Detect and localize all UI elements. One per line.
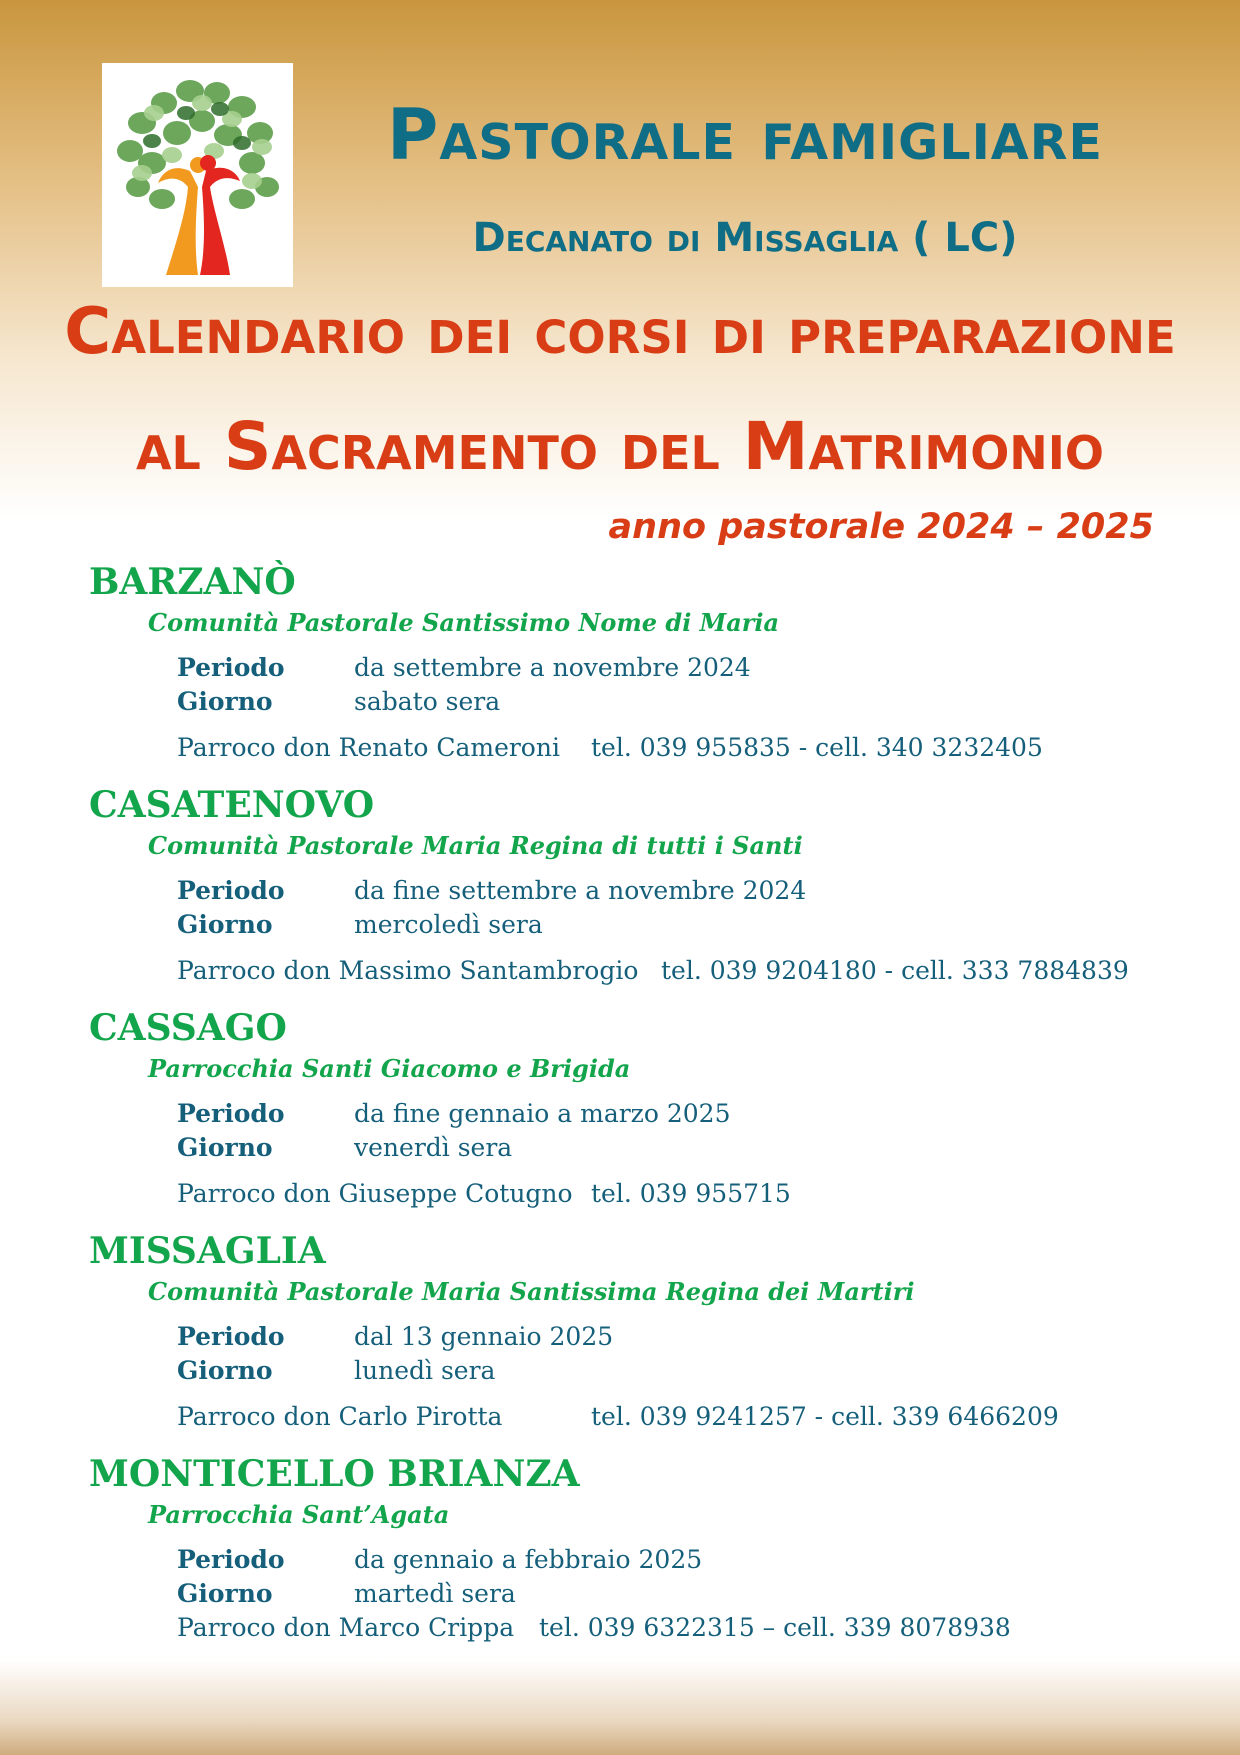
contact-line (177, 1178, 791, 1210)
period-value: da settembre a novembre 2024 (354, 653, 751, 682)
town-name: CASATENOVO (89, 784, 375, 826)
course-section-barzano (0, 560, 1240, 783)
contact-line (177, 1401, 1059, 1433)
page-title: Pastorale famigliare (387, 94, 1103, 176)
day-label: Giorno (177, 910, 273, 939)
community-name: Comunità Pastorale Maria Regina di tutti i Santi (148, 831, 803, 860)
period-label: Periodo (177, 876, 285, 905)
main-title-line2: al Sacramento del Matrimonio (135, 408, 1105, 485)
priest-name: Parroco don Renato Cameroni (177, 733, 560, 762)
year-label: anno pastorale 2024 – 2025 (608, 507, 1154, 547)
period-value: dal 13 gennaio 2025 (354, 1322, 614, 1351)
day-label: Giorno (177, 1579, 273, 1608)
community-name: Parrocchia Santi Giacomo e Brigida (148, 1054, 631, 1083)
contact-line (177, 955, 1129, 987)
course-section-missaglia (0, 1229, 1240, 1452)
phone-numbers: tel. 039 9204180 - cell. 333 7884839 (661, 956, 1129, 985)
course-section-cassago (0, 1006, 1240, 1229)
phone-numbers: tel. 039 9241257 - cell. 339 6466209 (591, 1402, 1059, 1431)
phone-numbers: tel. 039 955715 (591, 1179, 791, 1208)
logo (102, 63, 293, 287)
day-value: venerdì sera (354, 1133, 513, 1162)
day-label: Giorno (177, 687, 273, 716)
period-label: Periodo (177, 1545, 285, 1574)
community-name: Comunità Pastorale Santissimo Nome di Maria (148, 608, 780, 637)
period-label: Periodo (177, 1099, 285, 1128)
course-section-monticello (0, 1452, 1240, 1652)
town-name: MONTICELLO BRIANZA (89, 1453, 580, 1495)
contact-line (177, 1612, 1011, 1644)
day-value: martedì sera (354, 1579, 516, 1608)
course-list (0, 560, 1240, 1652)
phone-numbers: tel. 039 955835 - cell. 340 3232405 (591, 733, 1043, 762)
day-label: Giorno (177, 1133, 273, 1162)
course-section-casatenovo (0, 783, 1240, 1006)
period-value: da fine gennaio a marzo 2025 (354, 1099, 731, 1128)
tree-couple-icon (102, 63, 293, 287)
town-name: MISSAGLIA (89, 1230, 326, 1272)
period-label: Periodo (177, 653, 285, 682)
town-name: BARZANÒ (89, 561, 296, 603)
priest-name: Parroco don Massimo Santambrogio (177, 956, 639, 985)
contact-line (177, 732, 1043, 764)
day-value: sabato sera (354, 687, 501, 716)
period-label: Periodo (177, 1322, 285, 1351)
priest-name: Parroco don Giuseppe Cotugno (177, 1179, 573, 1208)
priest-name: Parroco don Carlo Pirotta (177, 1402, 503, 1431)
day-label: Giorno (177, 1356, 273, 1385)
main-title-line1: Calendario dei corsi di preparazione (64, 295, 1176, 369)
town-name: CASSAGO (89, 1007, 287, 1049)
period-value: da gennaio a febbraio 2025 (354, 1545, 703, 1574)
community-name: Parrocchia Sant’Agata (148, 1500, 450, 1529)
community-name: Comunità Pastorale Maria Santissima Regina dei Martiri (148, 1277, 915, 1306)
page-subtitle: Decanato di Missaglia ( LC) (472, 215, 1018, 261)
period-value: da fine settembre a novembre 2024 (354, 876, 807, 905)
phone-numbers: tel. 039 6322315 – cell. 339 8078938 (539, 1613, 1011, 1642)
priest-name: Parroco don Marco Crippa (177, 1613, 515, 1642)
day-value: lunedì sera (354, 1356, 496, 1385)
day-value: mercoledì sera (354, 910, 543, 939)
